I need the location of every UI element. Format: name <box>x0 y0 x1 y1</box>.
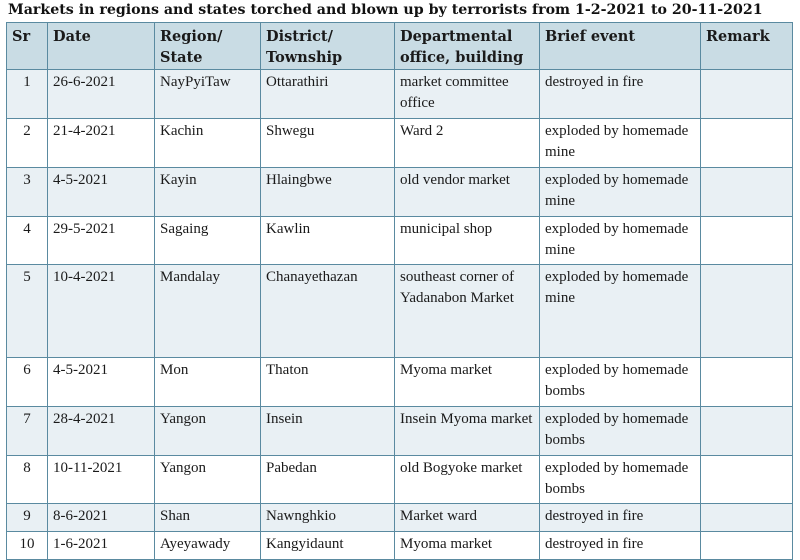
cell-sr: 2 <box>7 119 48 168</box>
cell-district: Chanayethazan <box>261 265 395 358</box>
cell-office: southeast corner of Yadanabon Market <box>395 265 540 358</box>
cell-office: Market ward <box>395 504 540 532</box>
header-remark: Remark <box>701 23 793 70</box>
cell-office: old vendor market <box>395 168 540 217</box>
cell-date: 10-4-2021 <box>48 265 155 358</box>
cell-event: destroyed in fire <box>540 70 701 119</box>
cell-remark <box>701 217 793 265</box>
table-row <box>7 265 793 358</box>
cell-region: Yangon <box>155 407 261 456</box>
header-office: Departmental office, building <box>395 23 540 70</box>
cell-region: Ayeyawady <box>155 532 261 560</box>
cell-remark <box>701 532 793 560</box>
header-event: Brief event <box>540 23 701 70</box>
cell-event: exploded by homemade bombs <box>540 407 701 456</box>
cell-district: Nawnghkio <box>261 504 395 532</box>
cell-date: 26-6-2021 <box>48 70 155 119</box>
cell-office: old Bogyoke market <box>395 456 540 504</box>
header-sr: Sr <box>7 23 48 70</box>
cell-remark <box>701 119 793 168</box>
cell-remark <box>701 456 793 504</box>
cell-district: Insein <box>261 407 395 456</box>
table-row <box>7 456 793 504</box>
cell-event: exploded by homemade mine <box>540 217 701 265</box>
table-row <box>7 168 793 217</box>
header-district: District/ Township <box>261 23 395 70</box>
cell-date: 8-6-2021 <box>48 504 155 532</box>
cell-region: Shan <box>155 504 261 532</box>
cell-sr: 4 <box>7 217 48 265</box>
cell-region: Yangon <box>155 456 261 504</box>
table-row <box>7 119 793 168</box>
cell-remark <box>701 265 793 358</box>
cell-remark <box>701 70 793 119</box>
cell-district: Shwegu <box>261 119 395 168</box>
cell-district: Kangyidaunt <box>261 532 395 560</box>
cell-district: Thaton <box>261 358 395 407</box>
cell-event: exploded by homemade mine <box>540 119 701 168</box>
cell-event: exploded by homemade bombs <box>540 456 701 504</box>
cell-date: 10-11-2021 <box>48 456 155 504</box>
header-date: Date <box>48 23 155 70</box>
table-row <box>7 532 793 560</box>
cell-sr: 3 <box>7 168 48 217</box>
table-row <box>7 217 793 265</box>
cell-region: Kachin <box>155 119 261 168</box>
cell-office: Ward 2 <box>395 119 540 168</box>
cell-office: Insein Myoma market <box>395 407 540 456</box>
cell-event: exploded by homemade mine <box>540 265 701 358</box>
cell-date: 4-5-2021 <box>48 358 155 407</box>
cell-date: 1-6-2021 <box>48 532 155 560</box>
table-row <box>7 407 793 456</box>
cell-remark <box>701 168 793 217</box>
cell-region: Sagaing <box>155 217 261 265</box>
table-row <box>7 504 793 532</box>
table-row <box>7 70 793 119</box>
cell-remark <box>701 358 793 407</box>
cell-sr: 1 <box>7 70 48 119</box>
cell-office: municipal shop <box>395 217 540 265</box>
cell-district: Pabedan <box>261 456 395 504</box>
cell-sr: 9 <box>7 504 48 532</box>
cell-region: Kayin <box>155 168 261 217</box>
cell-sr: 7 <box>7 407 48 456</box>
cell-event: destroyed in fire <box>540 532 701 560</box>
cell-remark <box>701 407 793 456</box>
cell-region: Mon <box>155 358 261 407</box>
table-body <box>7 70 793 560</box>
cell-sr: 6 <box>7 358 48 407</box>
cell-date: 4-5-2021 <box>48 168 155 217</box>
cell-event: exploded by homemade mine <box>540 168 701 217</box>
header-row <box>7 23 793 70</box>
cell-sr: 8 <box>7 456 48 504</box>
cell-date: 28-4-2021 <box>48 407 155 456</box>
cell-event: exploded by homemade bombs <box>540 358 701 407</box>
cell-region: Mandalay <box>155 265 261 358</box>
cell-remark <box>701 504 793 532</box>
cell-office: market committee office <box>395 70 540 119</box>
table-title: Markets in regions and states torched and blown up by terrorists from 1-2-2021 to 20-11-2021 <box>8 2 763 18</box>
table-row <box>7 358 793 407</box>
cell-district: Hlaingbwe <box>261 168 395 217</box>
cell-district: Ottarathiri <box>261 70 395 119</box>
header-region: Region/ State <box>155 23 261 70</box>
cell-date: 21-4-2021 <box>48 119 155 168</box>
cell-event: destroyed in fire <box>540 504 701 532</box>
markets-table <box>6 22 793 560</box>
cell-sr: 5 <box>7 265 48 358</box>
cell-date: 29-5-2021 <box>48 217 155 265</box>
cell-district: Kawlin <box>261 217 395 265</box>
cell-office: Myoma market <box>395 532 540 560</box>
cell-sr: 10 <box>7 532 48 560</box>
cell-region: NayPyiTaw <box>155 70 261 119</box>
cell-office: Myoma market <box>395 358 540 407</box>
